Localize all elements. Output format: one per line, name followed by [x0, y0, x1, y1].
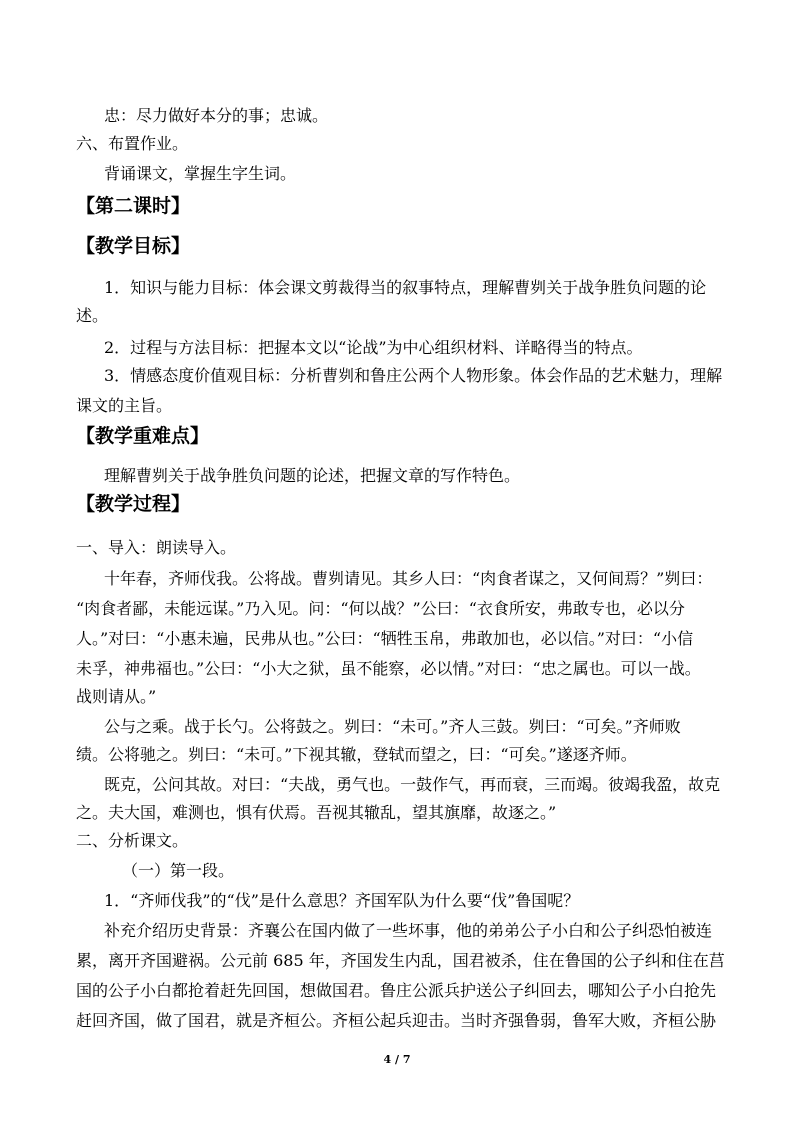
page-number: 4 / 7: [383, 1053, 411, 1066]
step-heading: 二、分析课文。: [76, 831, 189, 850]
subsection-heading: （一）第一段。: [122, 861, 235, 880]
goal-line: 述。: [76, 306, 109, 325]
key-points-text: 理解曹刿关于战争胜负问题的论述，把握文章的写作特色。: [104, 466, 521, 485]
classical-text-line: 公与之乘。战于长勺。公将鼓之。刿曰：“未可。”齐人三鼓。刿曰：“可矣。”齐师败: [104, 717, 681, 736]
text-line: 背诵课文，掌握生字生词。: [104, 164, 297, 183]
section-heading-key-points: 【教学重难点】: [76, 425, 210, 447]
classical-text-line: 人。”对曰：“小惠未遍，民弗从也。”公曰：“牺牲玉帛，弗敢加也，必以信。”对曰：“小信: [76, 629, 694, 648]
classical-text-line: 绩。公将驰之。刿曰：“未可。”下视其辙，登轼而望之，曰：“可矣。”遂逐齐师。: [76, 745, 637, 764]
section-heading-goals: 【教学目标】: [76, 235, 191, 257]
step-heading: 一、导入：朗读导入。: [76, 538, 237, 557]
classical-text-line: 未孚，神弗福也。”公曰：“小大之狱，虽不能察，必以情。”对曰：“忠之属也。可以一战。: [76, 659, 701, 678]
classical-text-line: “肉食者鄙，未能远谋。”乃入见。问：“何以战？”公曰：“衣食所安，弗敢专也，必以分: [76, 599, 685, 618]
classical-text-line: 战则请从。”: [76, 687, 157, 706]
classical-text-line: 之。夫大国，难测也，惧有伏焉。吾视其辙乱，望其旗靡，故逐之。”: [76, 803, 557, 822]
supplement-line: 赶回齐国，做了国君，就是齐桓公。齐桓公起兵迎击。当时齐强鲁弱，鲁军大败，齐桓公胁: [76, 1011, 717, 1030]
classical-text-line: 十年春，齐师伐我。公将战。曹刿请见。其乡人曰：“肉食者谋之，又何间焉？”刿曰：: [104, 569, 713, 588]
step-heading: 六、布置作业。: [76, 134, 189, 153]
supplement-line: 补充介绍历史背景：齐襄公在国内做了一些坏事，他的弟弟公子小白和公子纠恐怕被连: [104, 921, 713, 940]
goal-line: 1．知识与能力目标：体会课文剪裁得当的叙事特点，理解曹刿关于战争胜负问题的论: [104, 278, 707, 297]
text-line: 忠：尽力做好本分的事；忠诚。: [104, 106, 329, 125]
section-heading-process: 【教学过程】: [76, 493, 191, 515]
goal-line: 2．过程与方法目标：把握本文以“论战”为中心组织材料、详略得当的特点。: [104, 338, 643, 357]
goal-line: 课文的主旨。: [76, 396, 173, 415]
question-line: 1．“齐师伐我”的“伐”是什么意思？齐国军队为什么要“伐”鲁国呢？: [104, 891, 580, 910]
section-heading-second-lesson: 【第二课时】: [76, 195, 191, 217]
goal-line: 3．情感态度价值观目标：分析曹刿和鲁庄公两个人物形象。体会作品的艺术魅力，理解: [104, 366, 723, 385]
supplement-line: 国的公子小白都抢着赶先回国，想做国君。鲁庄公派兵护送公子纠回去，哪知公子小白抢先: [76, 981, 717, 1000]
supplement-line: 累，离开齐国避祸。公元前 685 年，齐国发生内乱，国君被杀，住在鲁国的公子纠和住在莒: [76, 951, 725, 970]
classical-text-line: 既克，公问其故。对曰：“夫战，勇气也。一鼓作气，再而衰，三而竭。彼竭我盈，故克: [104, 775, 721, 794]
